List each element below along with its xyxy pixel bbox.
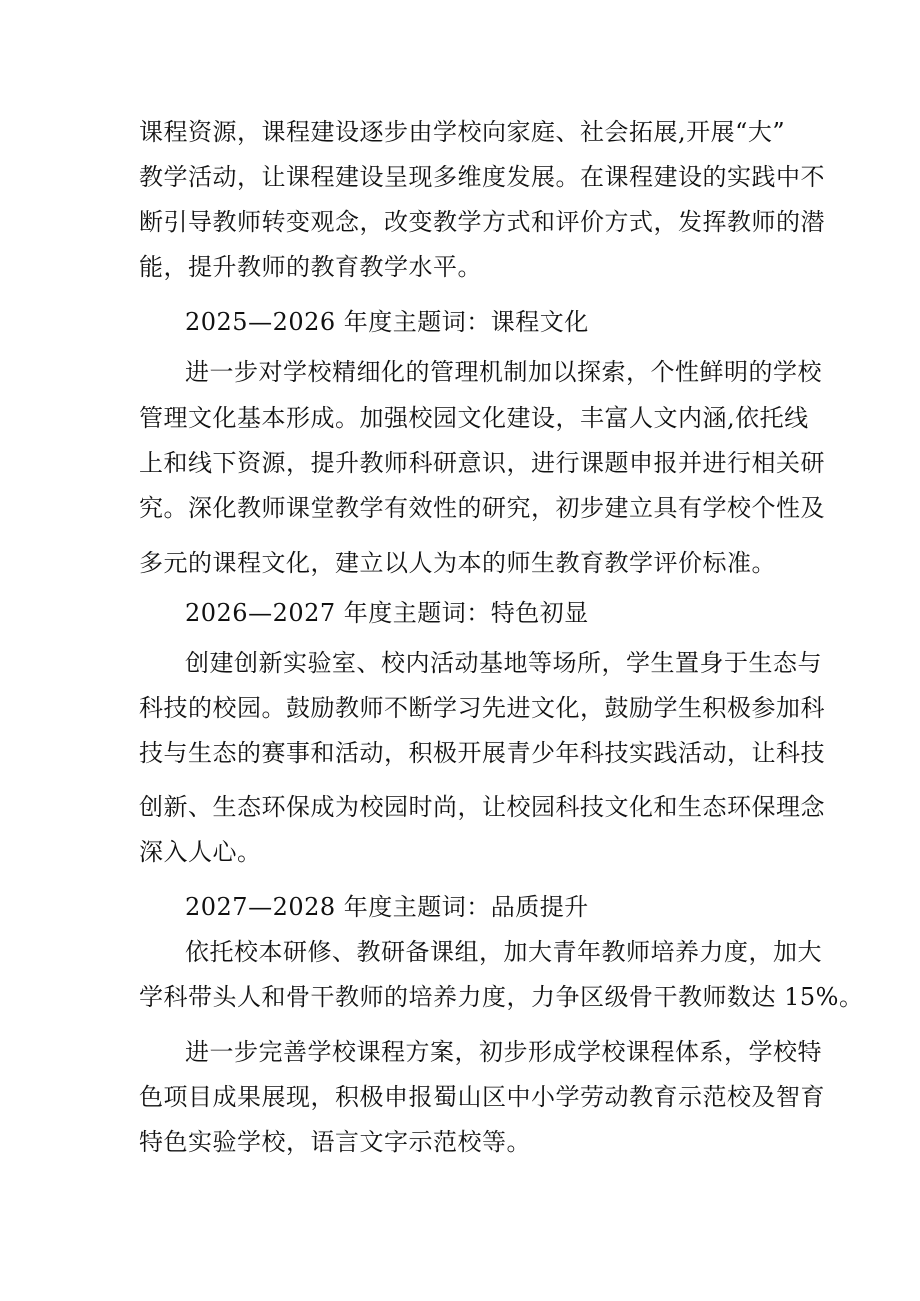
text-line: 多元的课程文化，建立以人为本的师生教育教学评价标准。 xyxy=(139,549,776,577)
text-line: 学科带头人和骨干教师的培养力度，力争区级骨干教师数达 15%。 xyxy=(139,983,864,1011)
text-line: 特色实验学校，语言文字示范校等。 xyxy=(139,1128,531,1156)
text-line: 色项目成果展现，积极申报蜀山区中小学劳动教育示范校及智育 xyxy=(139,1083,825,1111)
text-line: 进一步对学校精细化的管理机制加以探索，个性鲜明的学校 xyxy=(185,358,822,386)
text-line: 技与生态的赛事和活动，积极开展青少年科技实践活动，让科技 xyxy=(139,739,825,767)
text-line: 课程资源，课程建设逐步由学校向家庭、社会拓展,开展“大” xyxy=(139,118,786,146)
year-theme-heading: 2026—2027 年度主题词：特色初显 xyxy=(185,599,589,627)
text-line: 创新、生态环保成为校园时尚，让校园科技文化和生态环保理念 xyxy=(139,793,825,821)
year-theme-heading: 2025—2026 年度主题词：课程文化 xyxy=(185,308,589,336)
text-line: 进一步完善学校课程方案，初步形成学校课程体系，学校特 xyxy=(185,1038,822,1066)
text-line: 深入人心。 xyxy=(139,838,262,866)
text-line: 教学活动，让课程建设呈现多维度发展。在课程建设的实践中不 xyxy=(139,163,825,191)
text-line: 科技的校园。鼓励教师不断学习先进文化，鼓励学生积极参加科 xyxy=(139,694,825,722)
text-line: 管理文化基本形成。加强校园文化建设，丰富人文内涵,依托线 xyxy=(139,404,809,432)
text-line: 究。深化教师课堂教学有效性的研究，初步建立具有学校个性及 xyxy=(139,494,825,522)
text-line: 依托校本研修、教研备课组，加大青年教师培养力度，加大 xyxy=(185,938,822,966)
text-line: 断引导教师转变观念，改变教学方式和评价方式，发挥教师的潜 xyxy=(139,208,825,236)
text-line: 创建创新实验室、校内活动基地等场所，学生置身于生态与 xyxy=(185,649,822,677)
text-line: 能，提升教师的教育教学水平。 xyxy=(139,253,482,281)
text-line: 上和线下资源，提升教师科研意识，进行课题申报并进行相关研 xyxy=(139,449,825,477)
year-theme-heading: 2027—2028 年度主题词：品质提升 xyxy=(185,893,589,921)
